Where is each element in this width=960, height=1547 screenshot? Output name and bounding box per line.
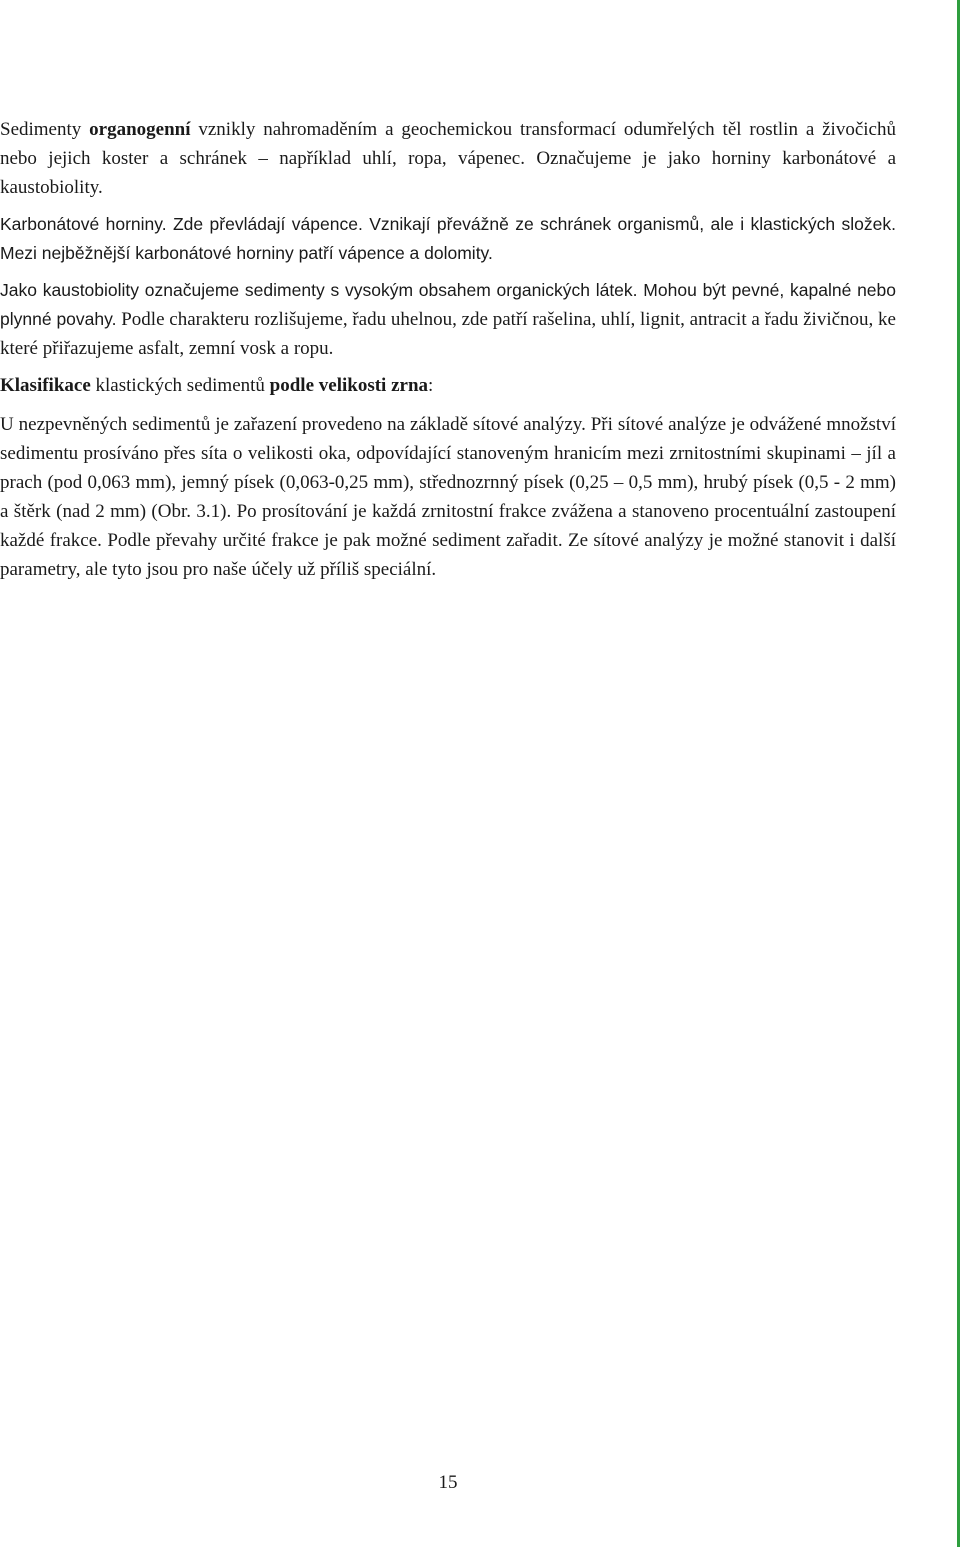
page-content <box>0 115 896 584</box>
paragraph-kaustobiolity <box>0 276 896 363</box>
text-run: : <box>428 375 434 396</box>
bold-term: podle velikosti zrna <box>269 375 429 396</box>
text-run: vznikly nahromaděním a geochemickou transformací odumřelých těl rostlin a živočichů nebo jejich koster a schránek – například uhlí, ropa, vápenec. Označujeme je jako horniny karbonátové a kaustobiolity. <box>0 119 896 198</box>
page-number: 15 <box>438 1472 458 1493</box>
paragraph-carbonate-rocks: Karbonátové horniny. Zde převládají vápence. Vznikají převážně ze schránek organismů, ale i klastických složek. Mezi nejběžnější karbonátové horniny patří vápence a dolomity. <box>0 214 896 263</box>
bold-term: Klasifikace <box>0 375 91 396</box>
text-run: Podle charakteru rozlišujeme, řadu uhelnou, zde patří rašelina, uhlí, lignit, antracit a řadu živičnou, ke které přiřazujeme asfalt, zemní vosk a ropu. <box>0 309 896 359</box>
bold-term: organogenní <box>89 119 191 140</box>
text-run: klastických sedimentů <box>90 375 270 396</box>
paragraph-organogenic <box>0 115 896 202</box>
text-run: Sedimenty <box>0 119 90 140</box>
text-run: Jako kaustobiolity označujeme sedimenty s vysokým obsahem organických látek. Mohou být pevné, kapalné nebo plynné povahy. <box>0 280 896 329</box>
paragraph-classification-heading <box>0 371 896 400</box>
paragraph-sieve-analysis: U nezpevněných sedimentů je zařazení provedeno na základě sítové analýzy. Při sítové analýze je odvážené množství sedimentu prosíváno přes síta o velikosti oka, odpovídající stanoveným hranicím mezi zrnitostními skupinami – jíl a prach (pod 0,063 mm), jemný písek (0,063-0,25 mm), střednozrnný písek (0,25 – 0,5 mm), hrubý písek (0,5 - 2 mm) a štěrk (nad 2 mm) (Obr. 3.1). Po prosítování je každá zrnitostní frakce zvážena a stanoveno procentuální zastoupení každé frakce. Podle převahy určité frakce je pak možné sediment zařadit. Ze sítové analýzy je možné stanovit i další parametry, ale tyto jsou pro naše účely už příliš speciální. <box>0 414 896 580</box>
